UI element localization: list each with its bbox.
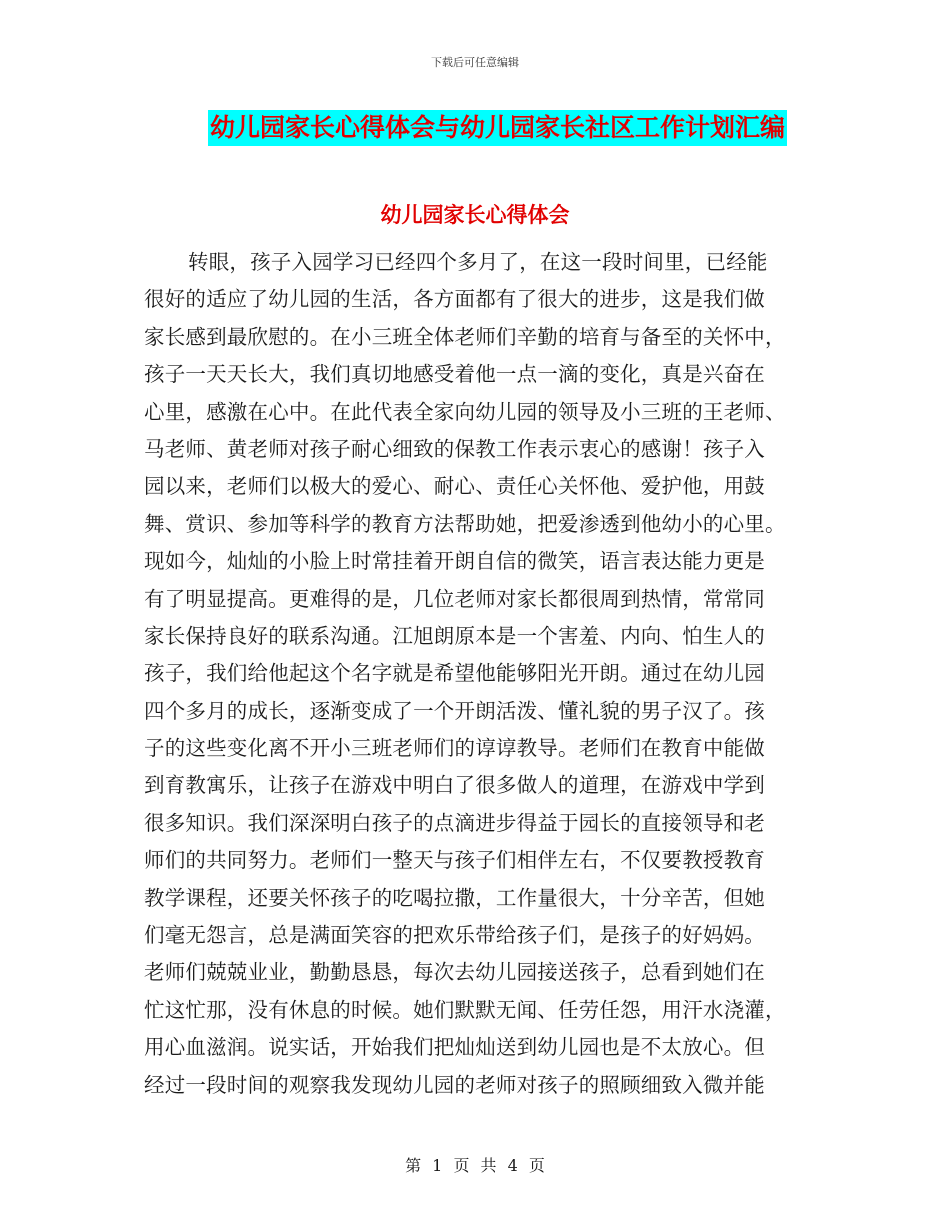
body-line: 转眼，孩子入园学习已经四个多月了，在这一段时间里，已经能 <box>188 250 768 274</box>
body-line: 老师们兢兢业业，勤勤恳恳，每次去幼儿园接送孩子，总看到她们在 <box>144 960 765 985</box>
section-title: 幼儿园家长心得体会 <box>380 203 570 227</box>
body-line: 舞、赏识、参加等科学的教育方法帮助她，把爱渗透到他幼小的心里。 <box>144 511 786 536</box>
body-line: 家长感到最欣慰的。在小三班全体老师们辛勤的培育与备至的关怀中， <box>144 324 786 349</box>
body-line: 很多知识。我们深深明白孩子的点滴进步得益于园长的直接领导和老 <box>144 810 765 835</box>
body-line: 家长保持良好的联系沟通。江旭朗原本是一个害羞、内向、怕生人的 <box>144 623 765 648</box>
body-text <box>144 244 814 1104</box>
body-line: 用心血滋润。说实话，开始我们把灿灿送到幼儿园也是不太放心。但 <box>144 1035 765 1060</box>
body-line: 有了明显提高。更难得的是，几位老师对家长都很周到热情，常常同 <box>144 586 765 611</box>
body-line: 忙这忙那，没有休息的时候。她们默默无闻、任劳任怨，用汗水浇灌， <box>144 997 786 1022</box>
body-line: 经过一段时间的观察我发现幼儿园的老师对孩子的照顾细致入微并能 <box>144 1072 765 1097</box>
header-note: 下载后可任意编辑 <box>431 56 519 69</box>
body-line: 马老师、黄老师对孩子耐心细致的保教工作表示衷心的感谢！孩子入 <box>144 436 765 461</box>
body-line: 现如今，灿灿的小脸上时常挂着开朗自信的微笑，语言表达能力更是 <box>144 549 765 574</box>
body-line: 园以来，老师们以极大的爱心、耐心、责任心关怀他、爱护他，用鼓 <box>144 474 765 499</box>
body-line: 们毫无怨言，总是满面笑容的把欢乐带给孩子们，是孩子的好妈妈。 <box>144 923 765 948</box>
body-line: 到育教寓乐，让孩子在游戏中明白了很多做人的道理，在游戏中学到 <box>144 773 765 798</box>
body-line: 教学课程，还要关怀孩子的吃喝拉撒，工作量很大，十分辛苦，但她 <box>144 885 765 910</box>
body-line: 子的这些变化离不开小三班老师们的谆谆教导。老师们在教育中能做 <box>144 736 765 761</box>
page-number-footer: 第 1 页 共 4 页 <box>405 1156 545 1175</box>
body-line: 很好的适应了幼儿园的生活，各方面都有了很大的进步，这是我们做 <box>144 287 765 312</box>
document-title-text: 幼儿园家长心得体会与幼儿园家长社区工作计划汇编 <box>208 110 787 146</box>
body-line: 四个多月的成长，逐渐变成了一个开朗活泼、懂礼貌的男子汉了。孩 <box>144 698 765 723</box>
body-line: 孩子一天天长大，我们真切地感受着他一点一滴的变化，真是兴奋在 <box>144 362 765 387</box>
document-title <box>0 110 950 146</box>
body-line: 心里，感激在心中。在此代表全家向幼儿园的领导及小三班的王老师、 <box>144 399 786 424</box>
body-line: 孩子，我们给他起这个名字就是希望他能够阳光开朗。通过在幼儿园 <box>144 661 765 686</box>
body-line: 师们的共同努力。老师们一整天与孩子们相伴左右，不仅要教授教育 <box>144 848 765 873</box>
